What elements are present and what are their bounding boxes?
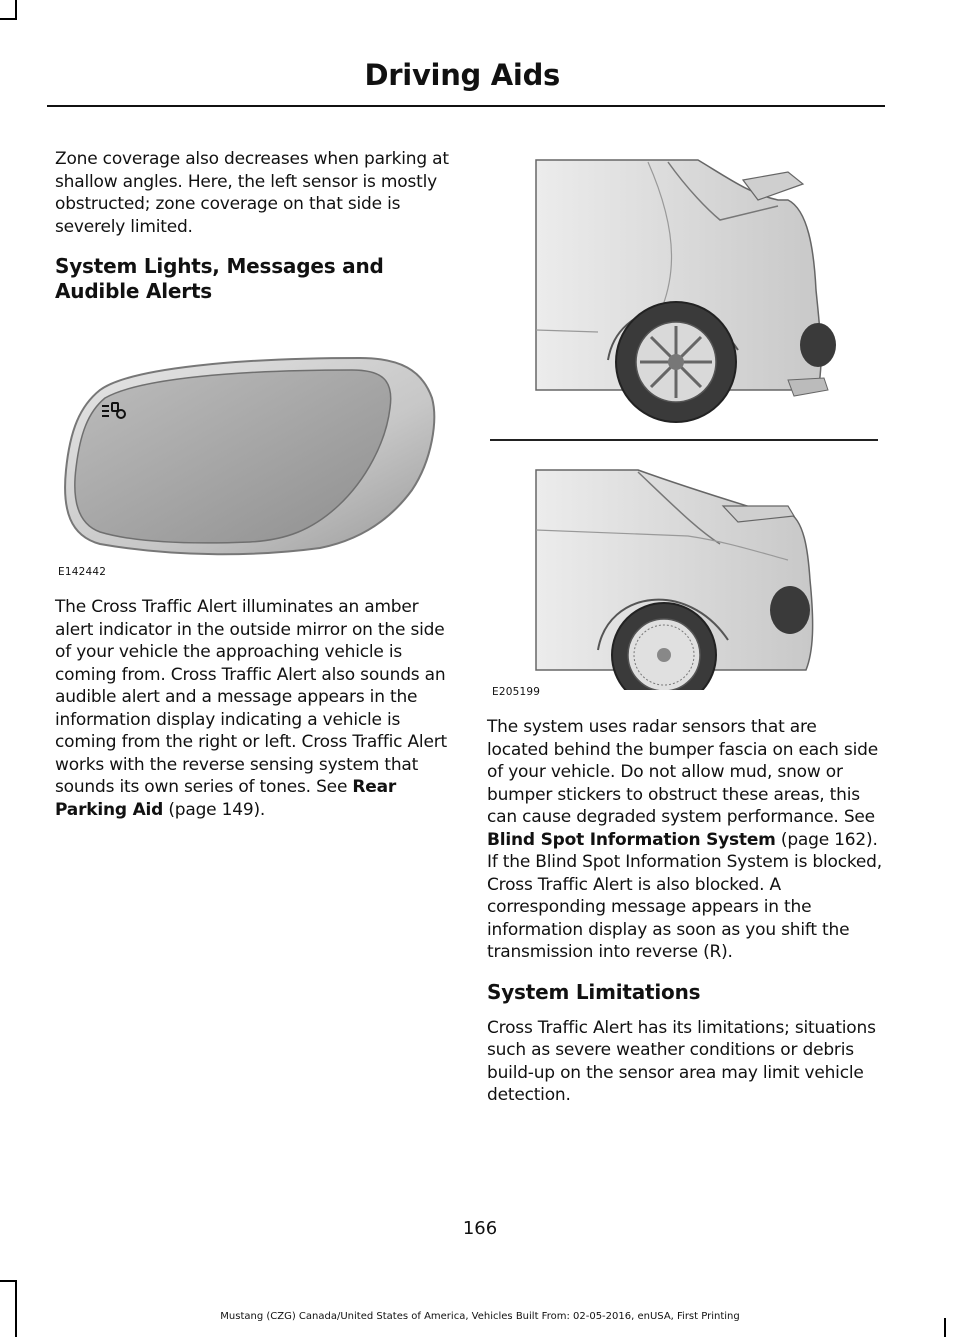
page-number: 166 — [462, 1218, 498, 1239]
right-column — [487, 716, 882, 1123]
vehicle-rear-illustrations — [488, 150, 880, 690]
left-column — [55, 148, 450, 304]
suv-rear-illustration — [536, 160, 836, 422]
limitations-paragraph: Cross Traffic Alert has its limitations; situations such as severe weather conditions or debris build-up on the sensor area may limit vehicle detection. — [487, 1017, 876, 1105]
header-rule — [47, 105, 885, 107]
figure-id-vehicles: E205199 — [492, 686, 541, 698]
suv-sensor-zone — [800, 323, 836, 367]
rear-parking-aid-link[interactable]: Rear Parking Aid — [55, 777, 397, 820]
figure-id-mirror: E142442 — [58, 566, 107, 578]
sedan-rear-illustration — [536, 470, 813, 690]
page-footer: Mustang (CZG) Canada/United States of America, Vehicles Built From: 02-05-2016, enUSA, First Printing — [220, 1311, 740, 1322]
radar-sensors-text: The system uses radar sensors that are located behind the bumper fascia on each side of your vehicle. Do not allow mud, snow or bumper stickers to obstruct these areas, this can cause degraded system performance. See — [487, 717, 878, 827]
crop-mark-bottom-left-v — [15, 1280, 17, 1337]
section-heading-alerts: System Lights, Messages and Audible Alerts — [55, 254, 384, 303]
crop-mark-top-left-v — [15, 0, 17, 20]
section-heading-limitations: System Limitations — [487, 979, 701, 1004]
intro-paragraph: Zone coverage also decreases when parking at shallow angles. Here, the left sensor is mostly obstructed; zone coverage on that side is severely limited. — [55, 149, 449, 237]
radar-sensors-text-continued: (page 162). If the Blind Spot Information System is blocked, Cross Traffic Alert is also blocked. A corresponding message appears in the information display as soon as you shift the transmission into reverse (R). — [487, 829, 882, 962]
blind-spot-info-link[interactable]: Blind Spot Information System — [487, 829, 776, 850]
cross-traffic-alert-text: The Cross Traffic Alert illuminates an amber alert indicator in the outside mirror on the side of your vehicle the approaching vehicle is coming from. Cross Traffic Alert also sounds an audible alert and a message appears in the information display indicating a vehicle is coming from the right or left. Cross Traffic Alert works with the reverse sensing system that sounds its own series of tones. See — [55, 597, 447, 797]
mirror-illustration — [60, 350, 440, 560]
radar-sensors-paragraph — [487, 716, 882, 964]
sedan-sensor-zone — [770, 586, 810, 634]
page-title: Driving Aids — [364, 58, 560, 92]
rear-parking-aid-page: (page 149). — [163, 799, 266, 820]
left-column-body — [55, 596, 450, 837]
crop-mark-top-left-h — [0, 18, 17, 20]
cross-traffic-alert-paragraph — [55, 596, 450, 821]
crop-mark-bottom-left-h — [0, 1280, 17, 1282]
